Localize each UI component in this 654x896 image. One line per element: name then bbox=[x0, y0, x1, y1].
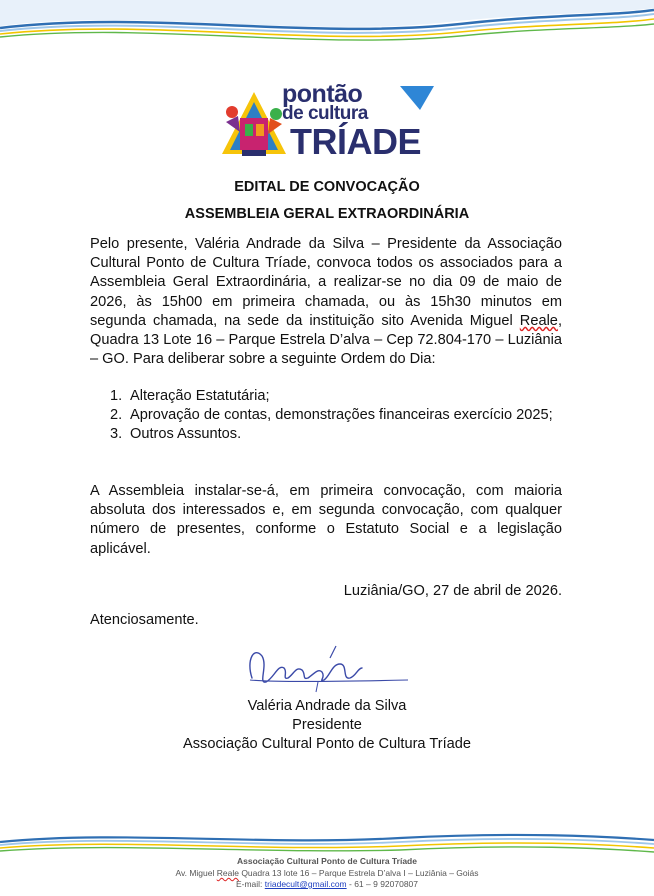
agenda-item-text: Outros Assuntos. bbox=[130, 426, 242, 443]
signer-organization: Associação Cultural Ponto de Cultura Tríade bbox=[183, 736, 471, 752]
agenda-item-number: 2. bbox=[110, 407, 123, 424]
street-name-word: Reale bbox=[519, 312, 558, 329]
agenda-item-number: 1. bbox=[110, 388, 123, 404]
signer-role: Presidente bbox=[292, 717, 362, 733]
agenda-item-number: 3. bbox=[110, 426, 123, 443]
logo-line-2: de cultura bbox=[282, 103, 368, 124]
footer-phone: - 61 – 9 92070807 bbox=[346, 879, 419, 889]
footer-address bbox=[0, 868, 654, 879]
handwritten-signature bbox=[232, 638, 412, 696]
convocation-paragraph bbox=[90, 235, 562, 369]
agenda-item-text: Alteração Estatutária; bbox=[130, 388, 270, 404]
convocation-text-end: , Quadra 13 Lote 16 – Parque Estrela D’alva – Cep 72.804-170 – Luziânia – GO. Para deliberar sobre a seguinte Ordem do Dia: bbox=[90, 312, 562, 368]
footer-email-label: E-mail: bbox=[235, 879, 265, 889]
organization-logo bbox=[218, 82, 436, 164]
header-wave-decoration bbox=[0, 0, 654, 50]
agenda-item-text: Aprovação de contas, demonstrações financeiras exercício 2025; bbox=[130, 407, 553, 424]
footer-street-word: Reale bbox=[216, 868, 239, 878]
closing-salutation: Atenciosamente. bbox=[90, 612, 199, 628]
logo-line-3: TRÍADE bbox=[290, 121, 421, 162]
agenda-item bbox=[90, 406, 562, 425]
logo-emblem-icon bbox=[218, 88, 290, 160]
signer-name: Valéria Andrade da Silva bbox=[247, 698, 407, 714]
logo-flag-icon bbox=[400, 86, 434, 110]
convocation-text-start: Pelo presente, Valéria Andrade da Silva – Presidente da Associação Cultural Ponto de Cultura Tríade, convoca todos os associados para a Assembleia Geral Extraordinária, a realizar-se no dia 09 de maio de 2026, às 15h00 em primeira chamada, ou às 15h30 minutos em segunda chamada, na sede da instituição sito Avenida Miguel bbox=[90, 236, 562, 329]
agenda-item bbox=[90, 387, 562, 406]
quorum-paragraph: A Assembleia instalar-se-á, em primeira convocação, com maioria absoluta dos interessados e, em segunda convocação, com qualquer número de presentes, conforme o Estatuto Social e a legislação aplicável. bbox=[90, 483, 562, 557]
footer-contact bbox=[0, 879, 654, 890]
agenda-list bbox=[90, 387, 562, 445]
footer-address-start: Av. Miguel bbox=[175, 868, 217, 878]
document-title: EDITAL DE CONVOCAÇÃO bbox=[234, 179, 420, 195]
place-date-line: Luziânia/GO, 27 de abril de 2026. bbox=[343, 583, 562, 599]
footer-address-end: Quadra 13 lote 16 – Parque Estrela D’alva I – Luziânia – Goiás bbox=[238, 868, 479, 878]
footer-organization: Associação Cultural Ponto de Cultura Tríade bbox=[237, 856, 417, 866]
footer-email-link[interactable]: triadecult@gmail.com bbox=[264, 879, 347, 889]
agenda-item bbox=[90, 425, 562, 444]
footer-wave-decoration bbox=[0, 828, 654, 854]
document-subtitle: ASSEMBLEIA GERAL EXTRAORDINÁRIA bbox=[184, 206, 470, 222]
logo-line-1: pontão bbox=[282, 80, 363, 108]
